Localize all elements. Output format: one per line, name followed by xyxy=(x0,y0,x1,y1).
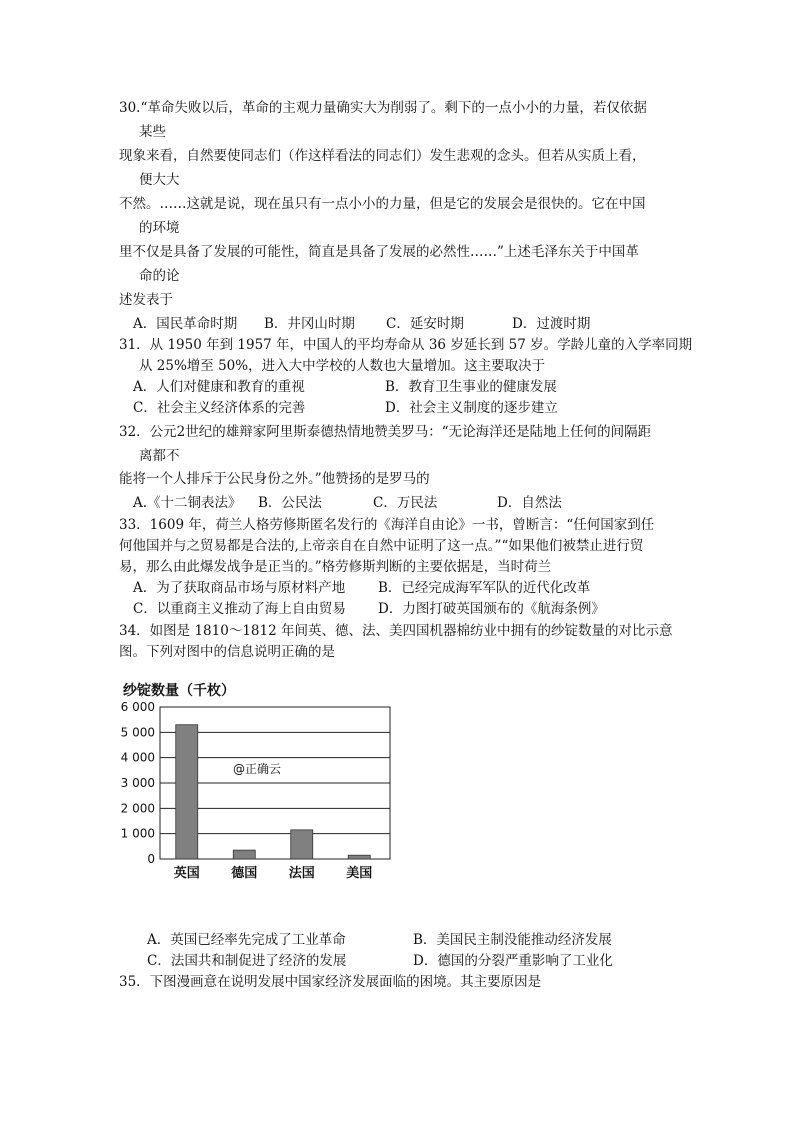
q30-line-1: 30.“革命失败以后，革命的主观力量确实大为削弱了。剩下的一点小小的力量，若仅依据 xyxy=(119,100,647,116)
q32-line-3: 能将一个人排斥于公民身份之外。”他赞扬的是罗马的 xyxy=(119,471,430,487)
q33-line-2: 何他国并与之贸易都是合法的,上帝亲自在自然中证明了这一点。”“如果他们被禁止进行贸 xyxy=(119,538,644,554)
q30-option-b: B．井冈山时期 xyxy=(264,316,355,332)
y-tick-label: 3 000 xyxy=(120,776,155,790)
chart-title: 纱锭数量（千枚） xyxy=(123,683,235,699)
q32-option-d: D．自然法 xyxy=(497,495,562,511)
q31-option-b: B．教育卫生事业的健康发展 xyxy=(385,379,557,395)
spindle-bar-chart xyxy=(115,676,405,886)
q30-line-9: 述发表于 xyxy=(119,292,173,308)
q31-option-c: C．社会主义经济体系的完善 xyxy=(133,400,306,416)
x-tick-label: 美国 xyxy=(346,866,373,881)
q30-line-6: 的环境 xyxy=(139,220,180,236)
q32-option-c: C．万民法 xyxy=(373,495,438,511)
y-tick-label: 4 000 xyxy=(120,750,155,765)
y-tick-label: 6 000 xyxy=(120,700,155,714)
q34-option-c: C．法国共和制促进了经济的发展 xyxy=(147,953,347,969)
q33-option-a: A．为了获取商品市场与原材料产地 xyxy=(133,580,346,596)
q33-line-1: 33．1609 年，荷兰人格劳修斯匿名发行的《海洋自由论》一书，曾断言：“任何国家到任 xyxy=(119,517,655,533)
x-tick-label: 法国 xyxy=(288,866,315,881)
q30-option-d: D．过渡时期 xyxy=(512,316,591,332)
q30-line-7: 里不仅是具备了发展的可能性，简直是具备了发展的必然性……”上述毛泽东关于中国革 xyxy=(119,244,639,260)
bar xyxy=(291,830,313,859)
q30-line-3: 现象来看，自然要使同志们（作这样看法的同志们）发生悲观的念头。但若从实质上看， xyxy=(119,148,646,164)
q34-option-b: B．美国民主制没能推动经济发展 xyxy=(413,932,612,948)
x-tick-label: 德国 xyxy=(231,866,258,881)
q35-line-1: 35．下图漫画意在说明发展中国家经济发展面临的困境。其主要原因是 xyxy=(119,974,542,990)
q32-option-b: B．公民法 xyxy=(258,495,322,511)
q30-line-4: 便大大 xyxy=(139,172,180,188)
bar xyxy=(233,850,255,859)
q33-option-b: B．已经完成海军军队的近代化改革 xyxy=(378,580,591,596)
y-tick-label: 5 000 xyxy=(120,725,155,740)
chart-watermark: @正确云 xyxy=(233,762,282,776)
q33-line-3: 易，那么由此爆发战争是正当的。”格劳修斯判断的主要依据是，当时荷兰 xyxy=(119,559,552,575)
q34-line-1: 34．如图是 1810～1812 年间英、德、法、美四国机器棉纺业中拥有的纱锭数量的对比示意 xyxy=(119,623,673,639)
q34-option-d: D．德国的分裂严重影响了工业化 xyxy=(413,953,613,969)
y-tick-label: 1 000 xyxy=(120,826,155,841)
q31-line-1: 31．从 1950 年到 1957 年，中国人的平均寿命从 36 岁延长到 57 岁。学龄儿童的入学率同期 xyxy=(119,337,693,353)
q31-line-2: 从 25%增至 50%，进入大中学校的人数也大量增加。这主要取决于 xyxy=(139,358,546,374)
q34-line-2: 图。下列对图中的信息说明正确的是 xyxy=(119,644,335,660)
x-tick-label: 英国 xyxy=(173,866,200,881)
q33-option-d: D．力图打破英国颁布的《航海条例》 xyxy=(378,601,605,617)
q32-option-a: A.《十二铜表法》 xyxy=(133,495,242,511)
y-tick-label: 0 xyxy=(147,852,155,866)
q32-line-1: 32．公元2世纪的雄辩家阿里斯泰德热情地赞美罗马：“无论海洋还是陆地上任何的间隔距 xyxy=(119,424,652,440)
q30-line-5: 不然。……这就是说，现在虽只有一点小小的力量，但是它的发展会是很快的。它在中国 xyxy=(119,196,646,212)
q30-option-a: A．国民革命时期 xyxy=(133,316,238,332)
q34-option-a: A．英国已经率先完成了工业革命 xyxy=(147,932,346,948)
y-tick-label: 2 000 xyxy=(120,801,155,816)
q30-line-8: 命的论 xyxy=(139,268,180,284)
q31-option-d: D．社会主义制度的逐步建立 xyxy=(385,400,558,416)
q32-line-2: 离都不 xyxy=(139,448,180,464)
q30-line-2: 某些 xyxy=(139,124,166,140)
q33-option-c: C．以重商主义推动了海上自由贸易 xyxy=(133,601,346,617)
bar xyxy=(348,855,370,859)
bar xyxy=(176,725,198,859)
q31-option-a: A．人们对健康和教育的重视 xyxy=(133,379,305,395)
q30-option-c: C．延安时期 xyxy=(386,316,464,332)
